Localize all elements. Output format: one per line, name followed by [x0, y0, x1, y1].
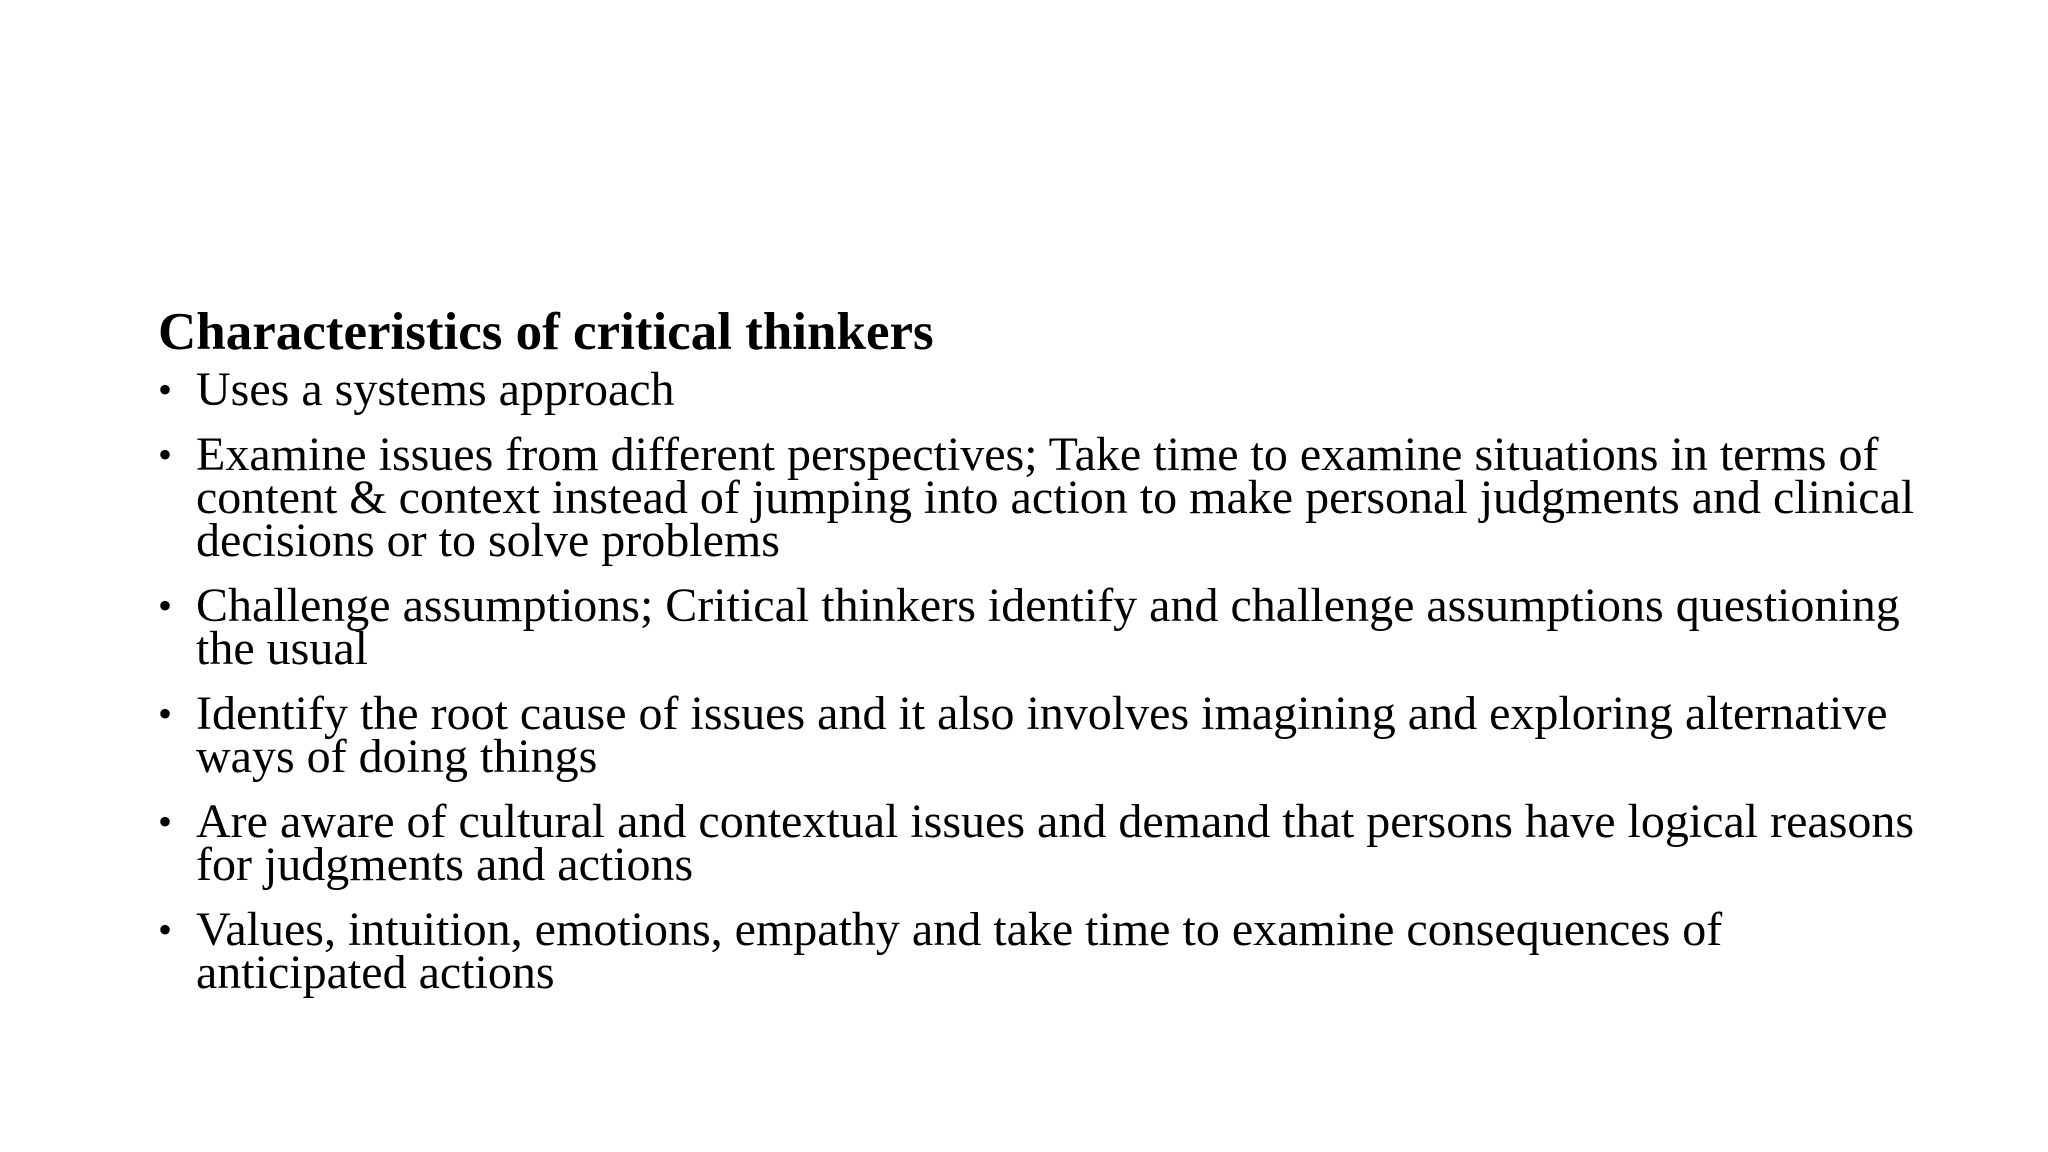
bullet-text: Examine issues from different perspectives; Take time to examine situations in terms of content & context instead of jumping into action to make personal judgments and clinical decisions or to solve problems	[196, 428, 1915, 567]
bullet-item	[158, 428, 1918, 567]
bullet-text: Uses a systems approach	[196, 363, 675, 416]
bullet-item	[158, 579, 1918, 675]
bullet-item	[158, 687, 1918, 783]
bullet-list	[158, 363, 1918, 999]
bullet-text: Challenge assumptions; Critical thinkers identify and challenge assumptions questioning the usual	[196, 579, 1900, 675]
bullet-item	[158, 795, 1918, 891]
bullet-item	[158, 903, 1918, 999]
bullet-icon: •	[158, 907, 173, 952]
slide-content	[158, 300, 1918, 1016]
bullet-text: Identify the root cause of issues and it also involves imagining and exploring alternative ways of doing things	[196, 687, 1888, 783]
bullet-icon: •	[158, 432, 173, 477]
bullet-icon: •	[158, 799, 173, 844]
bullet-text: Are aware of cultural and contextual issues and demand that persons have logical reasons for judgments and actions	[196, 795, 1915, 891]
bullet-item	[158, 363, 1918, 416]
slide-heading: Characteristics of critical thinkers	[158, 303, 934, 361]
bullet-icon: •	[158, 583, 173, 628]
bullet-icon: •	[158, 691, 173, 736]
bullet-icon: •	[158, 367, 173, 412]
bullet-text: Values, intuition, emotions, empathy and take time to examine consequences of anticipated actions	[196, 903, 1723, 999]
